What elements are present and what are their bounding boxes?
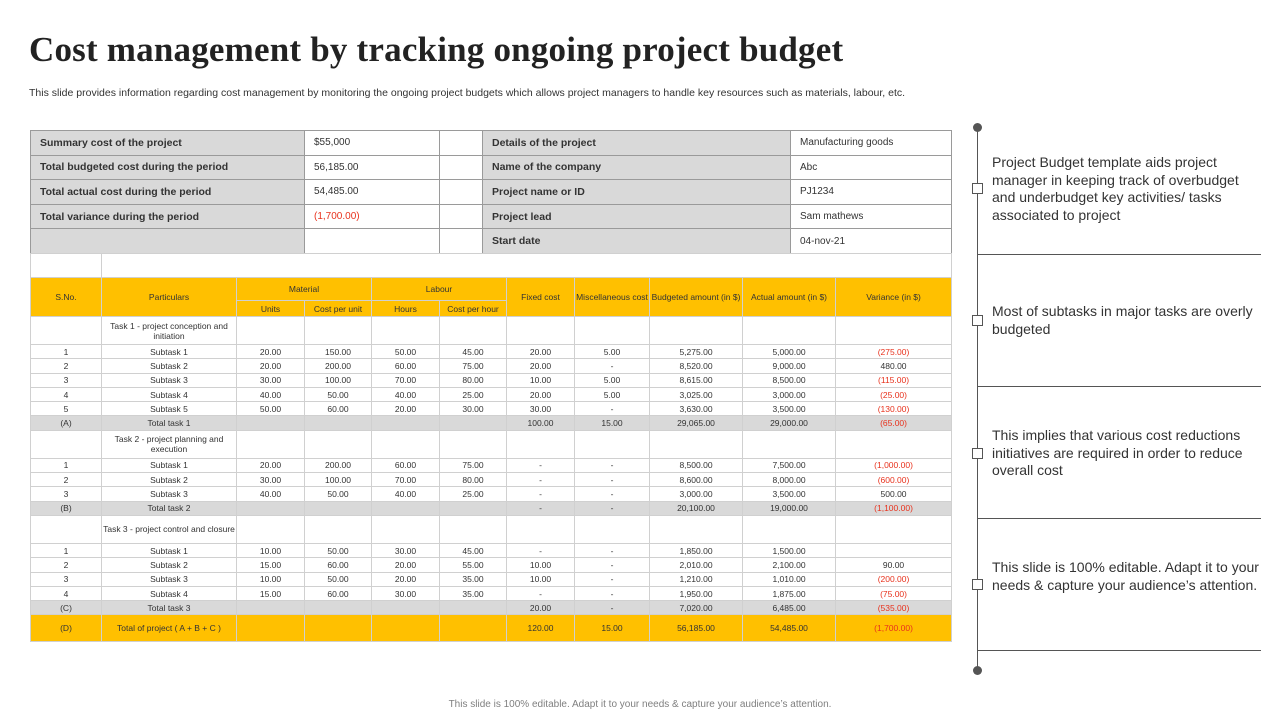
table-row: [31, 558, 952, 572]
table-row: [31, 387, 952, 401]
table-cell: (A): [31, 416, 102, 430]
table-cell: 5,000.00: [743, 345, 836, 359]
header-misc-cost: Miscellaneous cost: [575, 278, 650, 317]
detail-value: Manufacturing goods: [791, 131, 952, 156]
table-cell: [575, 317, 650, 345]
table-cell: -: [507, 501, 575, 515]
table-cell: 2: [31, 359, 102, 373]
project-summary-table: [30, 130, 952, 254]
table-cell: 75.00: [440, 359, 507, 373]
variance-cell: 90.00: [836, 558, 952, 572]
table-cell: -: [575, 558, 650, 572]
note-4: This slide is 100% editable. Adapt it to your needs & capture your audience’s attention.: [992, 559, 1259, 593]
table-cell: Subtask 1: [102, 543, 237, 557]
table-cell: 60.00: [305, 402, 372, 416]
variance-cell: (1,000.00): [836, 458, 952, 472]
table-cell: -: [575, 601, 650, 615]
variance-cell: (25.00): [836, 387, 952, 401]
table-cell: Subtask 1: [102, 458, 237, 472]
table-cell: 10.00: [507, 373, 575, 387]
table-cell: [305, 601, 372, 615]
table-cell: 8,520.00: [650, 359, 743, 373]
table-cell: 50.00: [305, 487, 372, 501]
table-cell: 20.00: [507, 601, 575, 615]
table-cell: -: [507, 586, 575, 600]
table-cell: Subtask 5: [102, 402, 237, 416]
table-cell: 20.00: [372, 572, 440, 586]
table-cell: [237, 615, 305, 642]
table-cell: [372, 501, 440, 515]
table-cell: 50.00: [305, 387, 372, 401]
table-cell: [372, 317, 440, 345]
table-cell: [305, 430, 372, 458]
table-cell: -: [575, 586, 650, 600]
table-cell: [372, 615, 440, 642]
variance-cell: 480.00: [836, 359, 952, 373]
table-cell: Subtask 2: [102, 473, 237, 487]
variance-cell: (200.00): [836, 572, 952, 586]
table-row: [31, 458, 952, 472]
summary-spacer: [440, 155, 483, 180]
summary-label: Total variance during the period: [31, 204, 305, 229]
table-cell: 10.00: [237, 572, 305, 586]
table-cell: [575, 515, 650, 543]
table-cell: [836, 317, 952, 345]
table-cell: 8,500.00: [743, 373, 836, 387]
table-cell: Subtask 1: [102, 345, 237, 359]
table-cell: [305, 416, 372, 430]
table-cell: [836, 430, 952, 458]
table-cell: [237, 317, 305, 345]
task-label-row: [31, 317, 952, 345]
table-cell: -: [507, 487, 575, 501]
table-cell: 10.00: [237, 543, 305, 557]
spacer-cell: [31, 254, 102, 278]
page-subtitle: This slide provides information regarding cost management by monitoring the ongoing project budgets which allows project managers to handle key resources such as materials, labour, etc.: [29, 87, 906, 99]
note-bullet-icon: [972, 315, 983, 326]
table-cell: 2,010.00: [650, 558, 743, 572]
table-cell: 200.00: [305, 359, 372, 373]
table-cell: 5: [31, 402, 102, 416]
table-cell: 60.00: [305, 558, 372, 572]
table-cell: [372, 416, 440, 430]
table-cell: 45.00: [440, 543, 507, 557]
table-cell: 50.00: [372, 345, 440, 359]
variance-cell: [836, 543, 952, 557]
table-cell: -: [507, 543, 575, 557]
total-label: Total task 1: [102, 416, 237, 430]
table-cell: [237, 416, 305, 430]
task-total-row: [31, 416, 952, 430]
table-cell: [305, 501, 372, 515]
table-cell: 30.00: [237, 473, 305, 487]
note-3: This implies that various cost reductions initiatives are required in order to reduce overall cost: [992, 427, 1243, 478]
detail-label: Name of the company: [483, 155, 791, 180]
task-total-row: [31, 501, 952, 515]
table-cell: 3: [31, 487, 102, 501]
table-cell: 1: [31, 458, 102, 472]
summary-value: 56,185.00: [305, 155, 440, 180]
detail-label: Project name or ID: [483, 180, 791, 205]
table-cell: [31, 430, 102, 458]
table-cell: -: [507, 458, 575, 472]
table-cell: 7,500.00: [743, 458, 836, 472]
variance-cell: (115.00): [836, 373, 952, 387]
header-material: Material: [237, 278, 372, 301]
summary-value: $55,000: [305, 131, 440, 156]
table-cell: 3,000.00: [650, 487, 743, 501]
table-cell: [31, 317, 102, 345]
note-divider: [978, 518, 1261, 519]
table-cell: [440, 601, 507, 615]
table-cell: [305, 317, 372, 345]
table-cell: 20,100.00: [650, 501, 743, 515]
table-cell: 75.00: [440, 458, 507, 472]
note-divider: [978, 386, 1261, 387]
table-cell: [372, 430, 440, 458]
table-cell: Subtask 3: [102, 373, 237, 387]
table-cell: 5.00: [575, 387, 650, 401]
table-cell: 3,000.00: [743, 387, 836, 401]
table-cell: [507, 515, 575, 543]
summary-label: Summary cost of the project: [31, 131, 305, 156]
header-labour: Labour: [372, 278, 507, 301]
spacer-cell: [102, 254, 952, 278]
timeline-dot: [973, 123, 982, 132]
table-cell: 70.00: [372, 373, 440, 387]
table-cell: (C): [31, 601, 102, 615]
table-cell: 4: [31, 586, 102, 600]
table-cell: 3: [31, 373, 102, 387]
table-cell: [743, 430, 836, 458]
summary-value: [305, 229, 440, 254]
header-hours: Hours: [372, 301, 440, 317]
summary-value: 54,485.00: [305, 180, 440, 205]
header-cost-per-unit: Cost per unit: [305, 301, 372, 317]
table-cell: 10.00: [507, 558, 575, 572]
table-cell: Subtask 2: [102, 558, 237, 572]
table-cell: 45.00: [440, 345, 507, 359]
table-cell: 15.00: [237, 586, 305, 600]
header-fixed-cost: Fixed cost: [507, 278, 575, 317]
summary-value: (1,700.00): [305, 204, 440, 229]
header-sno: S.No.: [31, 278, 102, 317]
summary-spacer: [440, 180, 483, 205]
table-row: [31, 487, 952, 501]
table-cell: 2,100.00: [743, 558, 836, 572]
header-actual: Actual amount (in $): [743, 278, 836, 317]
timeline-dot: [973, 666, 982, 675]
table-cell: -: [575, 473, 650, 487]
table-row: [31, 473, 952, 487]
table-cell: 8,615.00: [650, 373, 743, 387]
table-cell: 60.00: [372, 458, 440, 472]
table-cell: 3,630.00: [650, 402, 743, 416]
table-cell: 54,485.00: [743, 615, 836, 642]
table-cell: [743, 515, 836, 543]
note-bullet-icon: [972, 579, 983, 590]
table-cell: 1,010.00: [743, 572, 836, 586]
variance-cell: (600.00): [836, 473, 952, 487]
table-cell: 29,065.00: [650, 416, 743, 430]
variance-cell: (1,100.00): [836, 501, 952, 515]
table-cell: -: [575, 458, 650, 472]
table-row: [31, 373, 952, 387]
variance-cell: 500.00: [836, 487, 952, 501]
table-cell: [650, 317, 743, 345]
table-cell: 15.00: [237, 558, 305, 572]
table-cell: 35.00: [440, 586, 507, 600]
table-cell: 5,275.00: [650, 345, 743, 359]
table-cell: (B): [31, 501, 102, 515]
detail-value: 04-nov-21: [791, 229, 952, 254]
table-cell: 10.00: [507, 572, 575, 586]
table-cell: 15.00: [575, 615, 650, 642]
table-cell: 20.00: [237, 345, 305, 359]
table-cell: [575, 430, 650, 458]
table-cell: 20.00: [237, 359, 305, 373]
table-cell: [237, 501, 305, 515]
table-cell: Subtask 4: [102, 387, 237, 401]
header-variance: Variance (in $): [836, 278, 952, 317]
table-cell: 7,020.00: [650, 601, 743, 615]
table-cell: 8,500.00: [650, 458, 743, 472]
variance-cell: (65.00): [836, 416, 952, 430]
table-cell: -: [575, 359, 650, 373]
table-cell: 1: [31, 543, 102, 557]
table-cell: 2: [31, 473, 102, 487]
table-cell: [305, 615, 372, 642]
table-cell: 1: [31, 345, 102, 359]
table-cell: -: [575, 402, 650, 416]
table-cell: 25.00: [440, 487, 507, 501]
table-cell: 100.00: [305, 373, 372, 387]
variance-cell: (75.00): [836, 586, 952, 600]
table-cell: [743, 317, 836, 345]
task-label-row: [31, 430, 952, 458]
table-cell: Subtask 4: [102, 586, 237, 600]
table-cell: 1,850.00: [650, 543, 743, 557]
table-cell: 30.00: [372, 543, 440, 557]
note-divider: [978, 650, 1261, 651]
table-cell: 20.00: [507, 345, 575, 359]
table-cell: [440, 501, 507, 515]
table-cell: (D): [31, 615, 102, 642]
table-cell: [372, 601, 440, 615]
table-cell: [372, 515, 440, 543]
header-budgeted: Budgeted amount (in $): [650, 278, 743, 317]
summary-label: [31, 229, 305, 254]
detail-label: Details of the project: [483, 131, 791, 156]
table-cell: Subtask 3: [102, 572, 237, 586]
table-cell: [237, 515, 305, 543]
table-cell: 20.00: [372, 402, 440, 416]
table-cell: 40.00: [372, 387, 440, 401]
variance-cell: (275.00): [836, 345, 952, 359]
table-cell: 1,875.00: [743, 586, 836, 600]
note-2: Most of subtasks in major tasks are overly budgeted: [992, 303, 1253, 337]
table-cell: 40.00: [237, 387, 305, 401]
table-cell: 3,500.00: [743, 402, 836, 416]
note-bullet-icon: [972, 448, 983, 459]
header-cost-per-hour: Cost per hour: [440, 301, 507, 317]
table-cell: [507, 317, 575, 345]
table-cell: 1,500.00: [743, 543, 836, 557]
table-cell: [440, 430, 507, 458]
table-cell: 50.00: [237, 402, 305, 416]
table-cell: [650, 430, 743, 458]
table-cell: 20.00: [372, 558, 440, 572]
table-cell: 50.00: [305, 543, 372, 557]
table-cell: 80.00: [440, 373, 507, 387]
detail-value: Sam mathews: [791, 204, 952, 229]
table-cell: 30.00: [507, 402, 575, 416]
grand-total-label: Total of project ( A + B + C ): [102, 615, 237, 642]
table-cell: 70.00: [372, 473, 440, 487]
table-cell: [31, 515, 102, 543]
table-cell: 3: [31, 572, 102, 586]
table-cell: 100.00: [305, 473, 372, 487]
table-cell: Subtask 2: [102, 359, 237, 373]
table-cell: 1,210.00: [650, 572, 743, 586]
table-cell: 80.00: [440, 473, 507, 487]
summary-label: Total budgeted cost during the period: [31, 155, 305, 180]
table-cell: 60.00: [305, 586, 372, 600]
table-cell: 4: [31, 387, 102, 401]
table-cell: 9,000.00: [743, 359, 836, 373]
table-cell: 25.00: [440, 387, 507, 401]
table-cell: [650, 515, 743, 543]
task-label: Task 3 - project control and closure: [102, 515, 237, 543]
table-cell: 2: [31, 558, 102, 572]
table-cell: 200.00: [305, 458, 372, 472]
table-cell: 3,500.00: [743, 487, 836, 501]
grand-total-row: [31, 615, 952, 642]
header-particulars: Particulars: [102, 278, 237, 317]
task-label: Task 1 - project conception and initiation: [102, 317, 237, 345]
table-cell: 6,485.00: [743, 601, 836, 615]
table-cell: -: [575, 487, 650, 501]
table-cell: [237, 601, 305, 615]
table-cell: 60.00: [372, 359, 440, 373]
table-cell: 150.00: [305, 345, 372, 359]
detail-label: Project lead: [483, 204, 791, 229]
detail-value: Abc: [791, 155, 952, 180]
table-cell: 56,185.00: [650, 615, 743, 642]
table-cell: 19,000.00: [743, 501, 836, 515]
table-row: [31, 586, 952, 600]
table-cell: 1,950.00: [650, 586, 743, 600]
summary-spacer: [440, 204, 483, 229]
table-cell: [440, 317, 507, 345]
table-cell: Subtask 3: [102, 487, 237, 501]
table-cell: 8,600.00: [650, 473, 743, 487]
table-cell: 100.00: [507, 416, 575, 430]
variance-cell: (1,700.00): [836, 615, 952, 642]
table-cell: 5.00: [575, 373, 650, 387]
table-cell: [440, 515, 507, 543]
variance-cell: (130.00): [836, 402, 952, 416]
detail-value: PJ1234: [791, 180, 952, 205]
table-row: [31, 543, 952, 557]
budget-table: [30, 253, 952, 642]
table-cell: 5.00: [575, 345, 650, 359]
table-cell: 8,000.00: [743, 473, 836, 487]
note-bullet-icon: [972, 183, 983, 194]
total-label: Total task 3: [102, 601, 237, 615]
table-row: [31, 345, 952, 359]
table-cell: 30.00: [372, 586, 440, 600]
table-cell: -: [575, 543, 650, 557]
table-cell: -: [507, 473, 575, 487]
footer-text: This slide is 100% editable. Adapt it to your needs & capture your audience’s attention.: [448, 699, 832, 710]
variance-cell: (535.00): [836, 601, 952, 615]
header-units: Units: [237, 301, 305, 317]
table-cell: 30.00: [440, 402, 507, 416]
table-cell: 50.00: [305, 572, 372, 586]
table-row: [31, 359, 952, 373]
table-cell: -: [575, 501, 650, 515]
table-cell: [237, 430, 305, 458]
table-cell: 40.00: [372, 487, 440, 501]
table-cell: 15.00: [575, 416, 650, 430]
table-cell: 35.00: [440, 572, 507, 586]
table-cell: -: [575, 572, 650, 586]
table-cell: [440, 615, 507, 642]
table-cell: 55.00: [440, 558, 507, 572]
table-cell: 20.00: [237, 458, 305, 472]
total-label: Total task 2: [102, 501, 237, 515]
task-total-row: [31, 601, 952, 615]
detail-label: Start date: [483, 229, 791, 254]
table-cell: [305, 515, 372, 543]
table-row: [31, 402, 952, 416]
table-cell: 3,025.00: [650, 387, 743, 401]
table-cell: 29,000.00: [743, 416, 836, 430]
task-label: Task 2 - project planning and execution: [102, 430, 237, 458]
note-divider: [978, 254, 1261, 255]
summary-spacer: [440, 131, 483, 156]
table-cell: [836, 515, 952, 543]
summary-spacer: [440, 229, 483, 254]
table-cell: 20.00: [507, 387, 575, 401]
table-cell: [440, 416, 507, 430]
task-label-row: [31, 515, 952, 543]
table-cell: 30.00: [237, 373, 305, 387]
table-cell: 120.00: [507, 615, 575, 642]
table-cell: [507, 430, 575, 458]
table-cell: 20.00: [507, 359, 575, 373]
table-row: [31, 572, 952, 586]
table-cell: 40.00: [237, 487, 305, 501]
note-1: Project Budget template aids project manager in keeping track of overbudget and underbudget key activities/ tasks associated to project: [992, 154, 1239, 223]
summary-label: Total actual cost during the period: [31, 180, 305, 205]
page-title: Cost management by tracking ongoing project budget: [29, 30, 844, 69]
